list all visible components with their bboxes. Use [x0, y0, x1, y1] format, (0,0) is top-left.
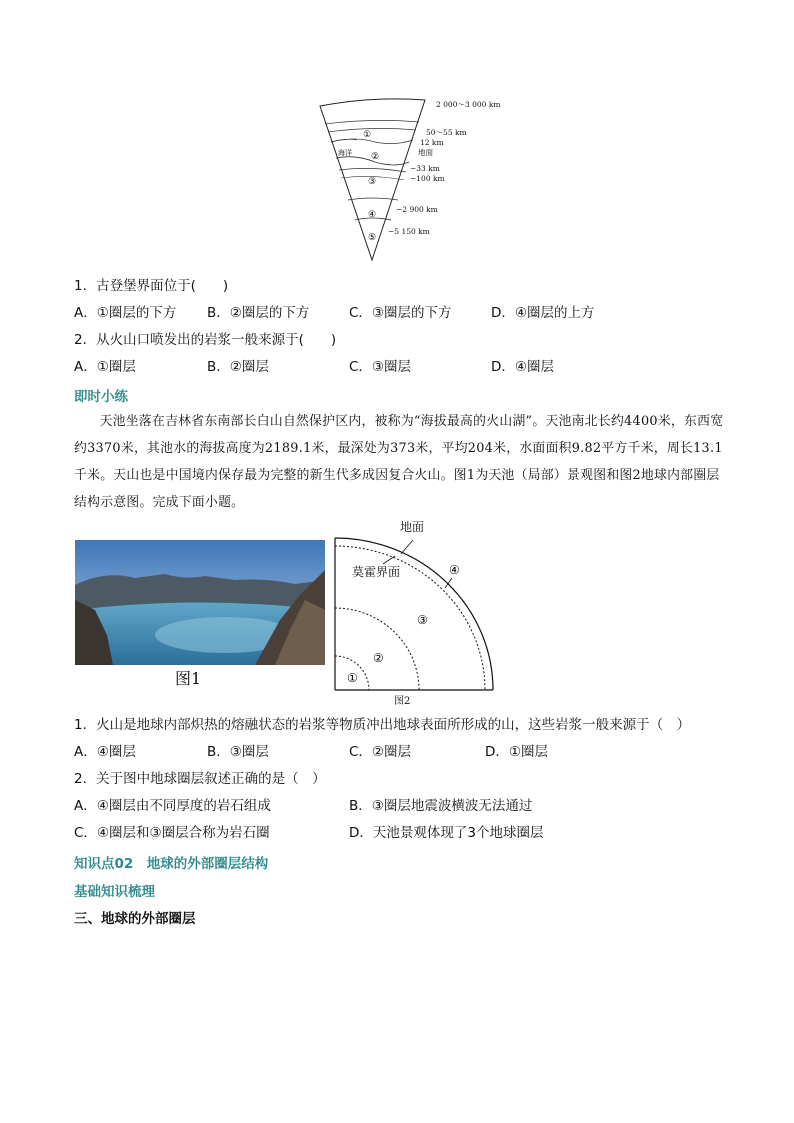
q3-option-d[interactable]: D．①圈层	[485, 744, 548, 760]
q1-option-b[interactable]: B．②圈层的下方	[207, 305, 310, 321]
q3-option-b[interactable]: B．③圈层	[207, 744, 269, 760]
section-practice-heading: 即时小练	[74, 389, 128, 405]
q4-option-a[interactable]: A．④圈层由不同厚度的岩石组成	[74, 798, 271, 814]
fig2-moho-label: 莫霍界面	[352, 565, 401, 579]
q2-option-c[interactable]: C．③圈层	[349, 359, 412, 375]
q1-option-a[interactable]: A．①圈层的下方	[74, 305, 177, 321]
q1-stem: 1．古登堡界面位于( )	[74, 278, 229, 294]
q4-option-c[interactable]: C．④圈层和③圈层合称为岩石圈	[74, 825, 270, 841]
wedge-label-2900: −2 900 km	[396, 205, 438, 214]
wedge-label-33: −33 km	[410, 164, 440, 173]
wedge-label-2000-3000: 2 000～3 000 km	[436, 100, 501, 109]
wedge-label-12: 12 km	[420, 138, 444, 147]
q2-option-d[interactable]: D．④圈层	[491, 359, 554, 375]
fig2-label-2: ②	[373, 651, 384, 665]
tianchi-photo	[75, 540, 325, 665]
circled-3-top: ③	[367, 177, 377, 187]
q2-stem: 2．从火山口喷发出的岩浆一般来源于( )	[74, 332, 337, 348]
knowledge-point-heading: 知识点02 地球的外部圈层结构	[74, 856, 269, 872]
q4-option-b[interactable]: B．③圈层地震波横波无法通过	[349, 798, 533, 814]
q4-option-d[interactable]: D．天池景观体现了3个地球圈层	[349, 825, 544, 841]
q2-option-a[interactable]: A．①圈层	[74, 359, 136, 375]
wedge-label-ground: 地面	[418, 148, 433, 157]
fig2-label-3: ③	[417, 613, 428, 627]
q2-option-b[interactable]: B．②圈层	[207, 359, 269, 375]
circled-4-top: ④	[367, 210, 377, 220]
circled-5-top: ⑤	[367, 233, 377, 243]
q3-option-c[interactable]: C．②圈层	[349, 744, 412, 760]
earth-quadrant-diagram	[325, 516, 505, 706]
q1-option-c[interactable]: C．③圈层的下方	[349, 305, 452, 321]
circled-2-top: ②	[370, 152, 380, 162]
basic-review-heading: 基础知识梳理	[74, 884, 155, 900]
passage-paragraph: 天池坐落在吉林省东南部长白山自然保护区内，被称为“海拔最高的火山湖”。天池南北长约4400米，东西宽约3370米，其池水的海拔高度为2189.1米，最深处为373米，平均204米，水面面积9.82平方千米，周长13.1千米。天山也是中国境内保存最为完整的新生代多成因复合火山。图1为天池（局部）景观图和图2地球内部圈层结构示意图。完成下面小题。	[74, 414, 724, 510]
section-three-heading: 三、地球的外部圈层	[74, 911, 196, 927]
q3-option-a[interactable]: A．④圈层	[74, 744, 136, 760]
fig2-surface-label: 地面	[400, 520, 425, 534]
wedge-label-50-55: 50～55 km	[426, 128, 467, 137]
q1-option-d[interactable]: D．④圈层的上方	[491, 305, 595, 321]
q3-stem: 1．火山是地球内部炽热的熔融状态的岩浆等物质冲出地球表面所形成的山，这些岩浆一般来源于（ ）	[74, 717, 691, 733]
ocean-label: 海洋	[338, 149, 352, 157]
circled-1-top: ①	[362, 130, 372, 140]
fig1-caption: 图1	[175, 669, 202, 688]
wedge-label-100: −100 km	[410, 174, 445, 183]
fig2-label-1: ①	[347, 671, 358, 685]
wedge-label-5150: −5 150 km	[388, 227, 430, 236]
q4-stem: 2．关于图中地球圈层叙述正确的是（ ）	[74, 771, 326, 787]
fig2-label-4: ④	[449, 563, 460, 577]
fig2-caption: 图2	[394, 696, 411, 707]
